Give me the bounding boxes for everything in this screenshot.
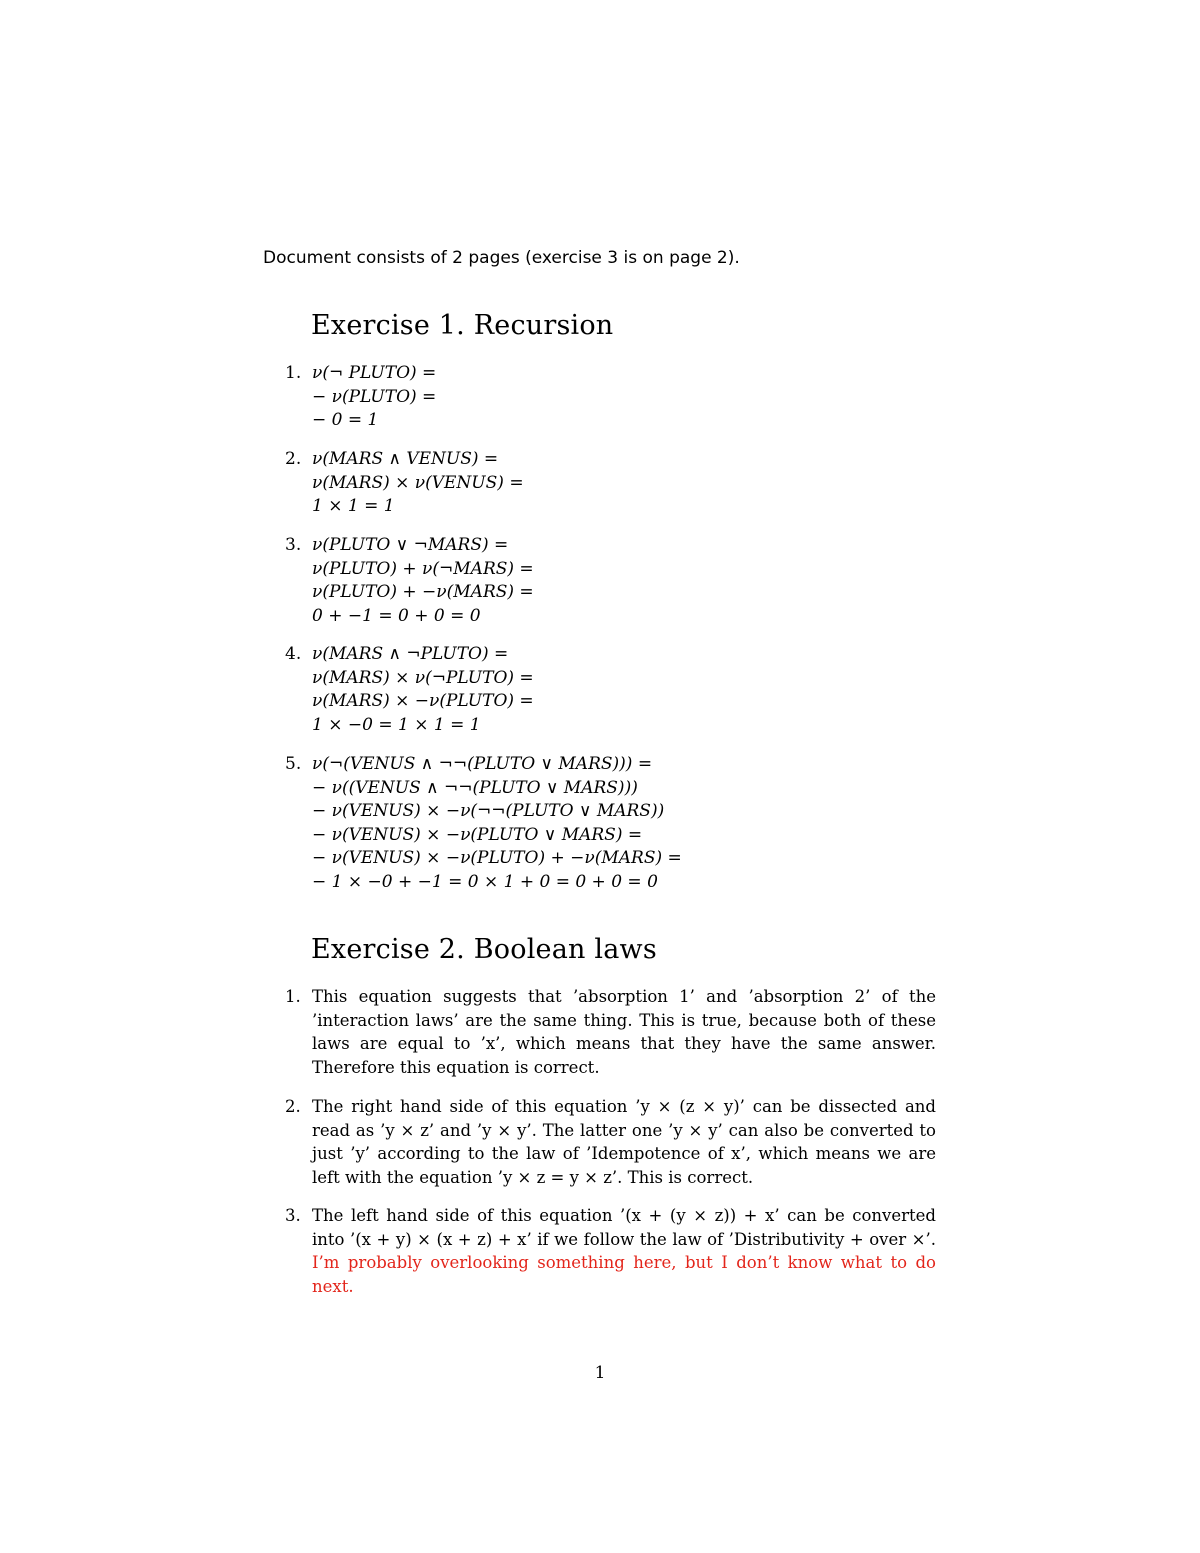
item-number: 3. [285,535,302,555]
intro-text: Document consists of 2 pages (exercise 3 is on page 2). [263,248,740,268]
item-text: The right hand side of this equation ’y × (z × y)’ can be dissected and read as ’y × z’ and ’y × y’. The latter one ’y × y’ can also be converted to just ’y’ according to the law of ’Idempotence of x’, which means we are left with the equation ’y × z = y × z’. This is correct. [312,1097,936,1187]
item-text: This equation suggests that ’absorption 1’ and ’absorption 2’ of the ’interaction laws’ are the same thing. This is true, because both of these laws are equal to ’x’, which means that they have the same answer. Therefore this equation is correct. [312,987,936,1077]
item-number: 4. [285,644,302,664]
math-line: ν(MARS) × ν(¬PLUTO) = [312,667,534,688]
math-line: − 0 = 1 [312,410,379,430]
math-line: ν(PLUTO ∨ ¬MARS) = [312,535,509,555]
math-line: 0 + −1 = 0 + 0 = 0 [312,605,481,626]
math-line: ν(MARS ∧ ¬PLUTO) = [312,644,509,664]
math-line: − ν((VENUS ∧ ¬¬(PLUTO ∨ MARS))) [312,777,638,798]
item-number: 2. [285,449,302,469]
math-line: ν(¬(VENUS ∧ ¬¬(PLUTO ∨ MARS))) = [312,754,653,774]
red-note: I’m probably overlooking something here, but I don’t know what to do next. [312,1253,936,1296]
math-line: 1 × −0 = 1 × 1 = 1 [312,714,481,735]
math-line: ν(MARS) × −ν(PLUTO) = [312,691,534,711]
item-number: 3. [285,1206,301,1225]
item-number: 1. [285,363,302,383]
math-line: ν(¬ PLUTO) = [312,363,437,383]
page-number: 1 [594,1363,606,1383]
math-line: − ν(VENUS) × −ν(¬¬(PLUTO ∨ MARS)) [312,801,665,821]
item-number: 5. [285,754,302,774]
math-line: − ν(VENUS) × −ν(PLUTO ∨ MARS) = [312,824,643,845]
math-line: ν(PLUTO) + −ν(MARS) = [312,582,534,602]
exercise-1-title: Exercise 1. Recursion [311,310,614,341]
math-line: − ν(VENUS) × −ν(PLUTO) + −ν(MARS) = [312,848,682,868]
item-text: The left hand side of this equation ’(x + (y × z)) + x’ can be converted into ’(x + y) × (x + z) + x’ if we follow the law of ’Distributivity + over ×’. [312,1206,936,1249]
math-line: ν(MARS ∧ VENUS) = [312,449,499,469]
item-text-container [312,1204,936,1298]
math-line: ν(PLUTO) + ν(¬MARS) = [312,558,534,579]
item-number: 2. [285,1097,301,1116]
math-line: − ν(PLUTO) = [312,386,437,407]
math-line: 1 × 1 = 1 [312,496,395,516]
math-line: − 1 × −0 + −1 = 0 × 1 + 0 = 0 + 0 = 0 [312,871,658,892]
item-number: 1. [285,987,301,1006]
exercise-2-title: Exercise 2. Boolean laws [311,934,657,965]
math-line: ν(MARS) × ν(VENUS) = [312,472,524,493]
